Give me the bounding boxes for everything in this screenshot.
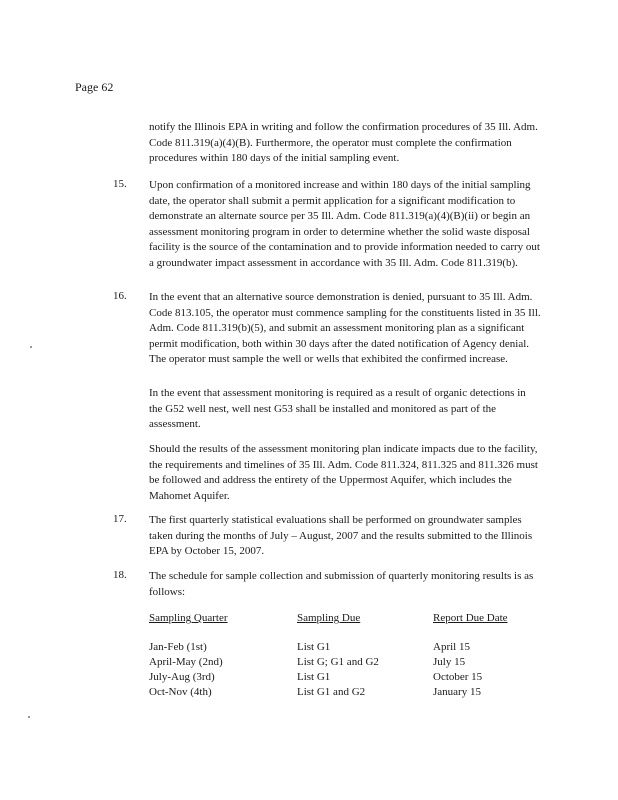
schedule-cell: April 15	[433, 641, 470, 653]
scan-speck	[28, 716, 30, 718]
schedule-cell: List G1 and G2	[297, 686, 366, 698]
schedule-header-report: Report Due Date	[433, 612, 508, 624]
item-16-text-2: In the event that assessment monitoring is required as a result of organic detections in the G52 well nest, well nest G53 shall be installed and monitored as part of the assessment.	[149, 387, 526, 430]
page-header: Page 62	[75, 80, 114, 94]
schedule-cell: January 15	[433, 686, 481, 698]
item-16-text-3: Should the results of the assessment monitoring plan indicate impacts due to the facility, the requirements and timelines of 35 Ill. Adm. Code 811.324, 811.325 and 811.326 must be followed and address the entirety of the Uppermost Aquifer, which includes the Mahomet Aquifer.	[149, 443, 538, 502]
schedule-header-sampling: Sampling Due	[297, 612, 361, 624]
schedule-cell: April-May (2nd)	[149, 656, 223, 668]
schedule-cell: List G1	[297, 671, 331, 683]
schedule-cell: List G1	[297, 641, 331, 653]
scan-speck	[30, 346, 32, 348]
item-18-number: 18.	[113, 569, 127, 581]
schedule-cell: Jan-Feb (1st)	[149, 641, 207, 653]
schedule-cell: Oct-Nov (4th)	[149, 686, 212, 698]
item-15-text: Upon confirmation of a monitored increase and within 180 days of the initial sampling date, the operator shall submit a permit application for a significant modification to demonstrate an alternate source per 35 Ill. Adm. Code 811.319(a)(4)(B)(ii) or begin an assessment monitoring program in order to determine whether the solid waste disposal facility is the source of the contamination and to provide information needed to carry out a groundwater impact assessment in accordance with 35 Ill. Adm. Code 811.319(b).	[149, 179, 540, 269]
schedule-cell: List G; G1 and G2	[297, 656, 379, 668]
item-16-number: 16.	[113, 290, 127, 302]
schedule-cell: October 15	[433, 671, 483, 683]
continuation-paragraph: notify the Illinois EPA in writing and follow the confirmation procedures of 35 Ill. Adm. Code 811.319(a)(4)(B). Furthermore, the operator must complete the confirmation procedures within 180 days of the initial sampling event.	[149, 121, 538, 164]
item-17-text: The first quarterly statistical evaluations shall be performed on groundwater samples taken during the months of July – August, 2007 and the results submitted to the Illinois EPA by October 15, 2007.	[149, 514, 533, 557]
schedule-cell: July-Aug (3rd)	[149, 671, 215, 683]
schedule-column-report	[433, 640, 482, 700]
schedule-header-quarter: Sampling Quarter	[149, 612, 228, 624]
item-17-number: 17.	[113, 513, 127, 525]
item-15-number: 15.	[113, 178, 127, 190]
schedule-column-quarter	[149, 640, 223, 700]
schedule-column-sampling	[297, 640, 379, 700]
item-18-text: The schedule for sample collection and submission of quarterly monitoring results is as follows:	[149, 570, 534, 598]
schedule-cell: July 15	[433, 656, 466, 668]
item-16-text: In the event that an alternative source demonstration is denied, pursuant to 35 Ill. Adm. Code 813.105, the operator must commence sampling for the constituents listed in 35 Ill. Adm. Code 811.319(b)(5), and submit an assessment monitoring plan as a significant permit modification, both within 30 days after the dated notification of Agency denial. The operator must sample the well or wells that exhibited the confirmed increase.	[149, 291, 541, 365]
